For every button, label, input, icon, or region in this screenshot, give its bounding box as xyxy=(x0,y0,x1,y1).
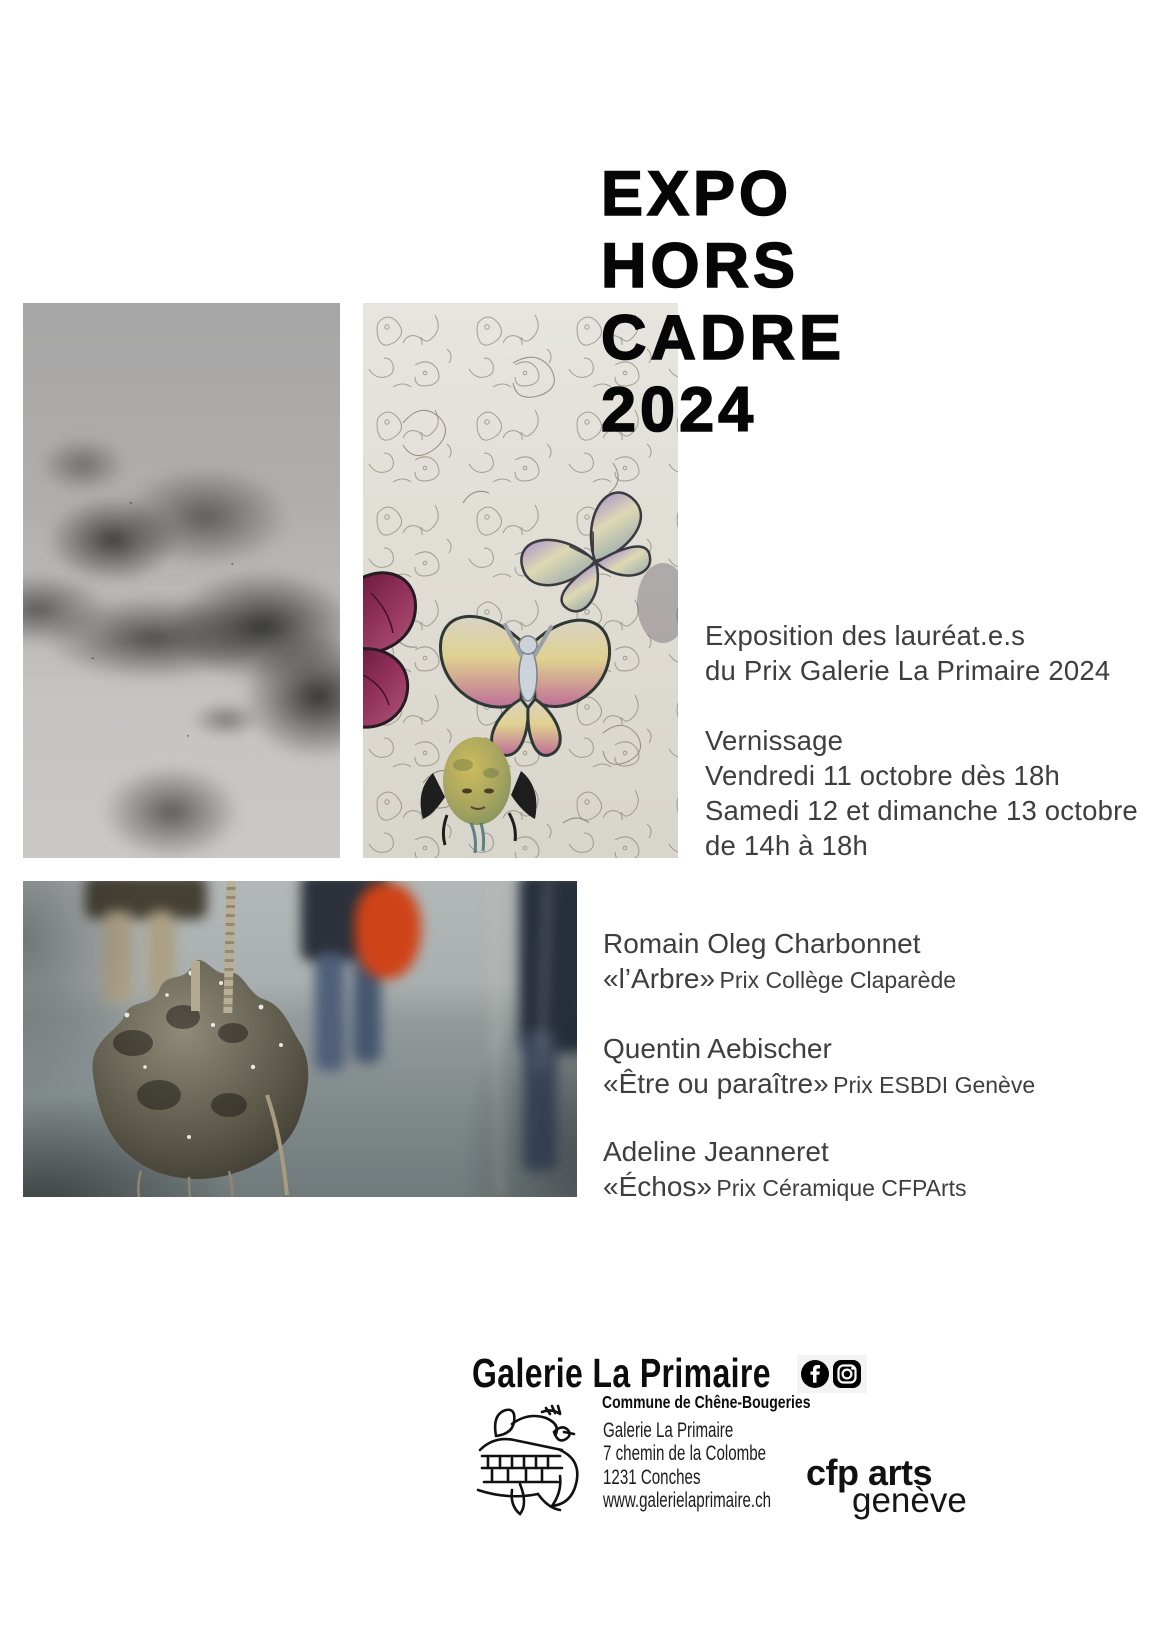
title-line: HORS xyxy=(601,231,800,301)
facebook-icon[interactable] xyxy=(800,1359,830,1389)
cfp-arts-logo-text: cfp arts xyxy=(806,1452,933,1493)
artist-prize: Prix ESBDI Genève xyxy=(833,1072,1036,1098)
address-line: Galerie La Primaire xyxy=(603,1419,734,1442)
artist-name: Quentin Aebischer xyxy=(603,1033,832,1064)
charcoal-artwork-image xyxy=(23,303,340,858)
vernissage-info xyxy=(705,723,1138,863)
poster-title xyxy=(601,158,845,446)
title-line: 2024 xyxy=(601,375,758,445)
stone-sculpture xyxy=(71,925,321,1197)
artist-name: Adeline Jeanneret xyxy=(603,1136,829,1167)
artist-prize: Prix Collège Claparède xyxy=(719,967,957,993)
event-line: Vendredi 11 octobre dès 18h xyxy=(705,760,1061,791)
gallery-address xyxy=(603,1419,771,1512)
rope-into-rock xyxy=(191,961,200,1011)
event-line: Vernissage xyxy=(705,725,844,756)
event-line: Samedi 12 et dimanche 13 octobre xyxy=(705,795,1138,826)
title-line: EXPO xyxy=(601,159,793,229)
artist-prize: Prix Céramique CFPArts xyxy=(716,1175,967,1201)
event-line: de 14h à 18h xyxy=(705,830,868,861)
exhibition-subtitle xyxy=(705,618,1110,688)
gallery-sketch-logo xyxy=(468,1398,586,1518)
commune-label: Commune de Chêne-Bougeries xyxy=(602,1392,811,1412)
artwork-title: «Être ou paraître» xyxy=(603,1068,829,1099)
social-icons xyxy=(797,1355,867,1393)
address-line website-link[interactable]: www.galerielaprimaire.ch xyxy=(603,1488,772,1512)
sculpture-photo xyxy=(23,881,577,1197)
instagram-icon[interactable] xyxy=(832,1359,862,1389)
address-line: 7 chemin de la Colombe xyxy=(603,1442,767,1466)
artist-entry xyxy=(603,926,956,1001)
artist-entry xyxy=(603,1031,1035,1106)
artist-entry xyxy=(603,1134,967,1209)
gallery-logo-text: Galerie La Primaire xyxy=(472,1350,771,1396)
subtitle-line: du Prix Galerie La Primaire 2024 xyxy=(705,655,1111,686)
cfp-arts-geneve-text: genève xyxy=(852,1481,967,1520)
subtitle-line: Exposition des lauréat.e.s xyxy=(705,620,1026,651)
title-line: CADRE xyxy=(601,303,846,373)
artwork-title: «l’Arbre» xyxy=(603,963,716,994)
charcoal-specks xyxy=(23,303,340,858)
address-line: 1231 Conches xyxy=(603,1465,701,1489)
artwork-title: «Échos» xyxy=(603,1171,712,1202)
artist-name: Romain Oleg Charbonnet xyxy=(603,928,921,959)
